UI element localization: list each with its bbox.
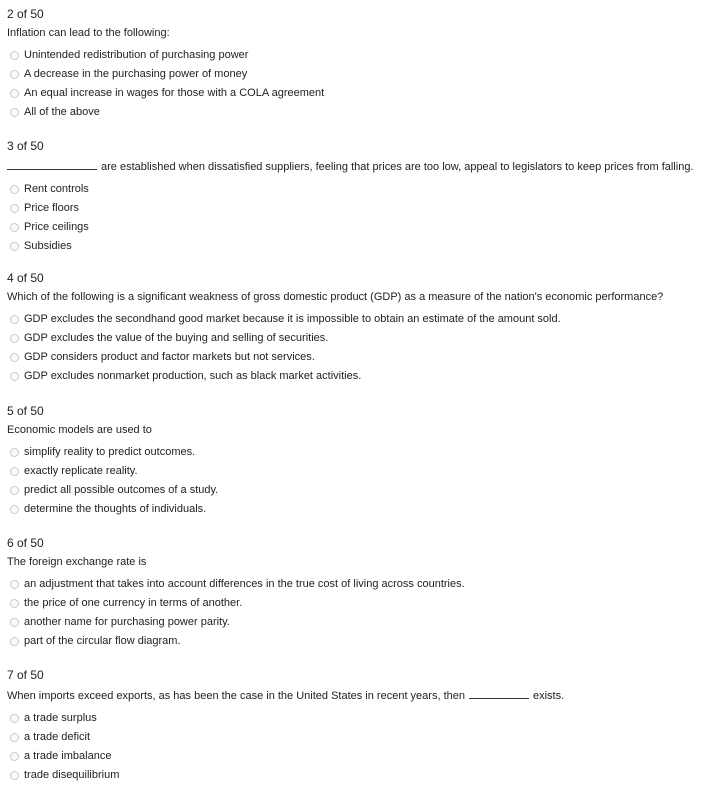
option-label: An equal increase in wages for those with a COLA agreement: [24, 87, 325, 99]
answer-option[interactable]: [10, 575, 727, 594]
radio-button[interactable]: [10, 185, 19, 194]
fill-in-blank: [7, 159, 97, 170]
question-prompt: are established when dissatisfied suppliers, feeling that prices are too low, appeal to legislators to keep prices from falling.: [101, 161, 694, 173]
question-number: 3 of 50: [7, 139, 44, 153]
option-label: Price floors: [24, 202, 80, 214]
radio-button[interactable]: [10, 467, 19, 476]
answer-options: [7, 575, 727, 651]
answer-option[interactable]: [10, 747, 727, 766]
option-label: GDP considers product and factor markets but not services.: [24, 351, 315, 363]
answer-options: [7, 443, 727, 519]
option-label: Price ceilings: [24, 221, 89, 233]
answer-option[interactable]: [10, 728, 727, 747]
answer-option[interactable]: [10, 103, 727, 122]
option-label: an adjustment that takes into account differences in the true cost of living across countries.: [24, 578, 465, 590]
option-label: a trade imbalance: [24, 750, 112, 762]
question-number: 5 of 50: [7, 404, 44, 418]
question-number: 4 of 50: [7, 271, 44, 285]
radio-button[interactable]: [10, 618, 19, 627]
option-label: another name for purchasing power parity.: [24, 616, 230, 628]
answer-option[interactable]: [10, 613, 727, 632]
question-prompt: Inflation can lead to the following:: [7, 27, 170, 39]
radio-button[interactable]: [10, 505, 19, 514]
option-label: trade disequilibrium: [24, 769, 120, 781]
option-label: exactly replicate reality.: [24, 465, 138, 477]
answer-option[interactable]: [10, 709, 727, 728]
radio-button[interactable]: [10, 204, 19, 213]
option-label: a trade surplus: [24, 712, 97, 724]
question-prompt: Which of the following is a significant weakness of gross domestic product (GDP) as a measure of the nation's economic performance?: [7, 291, 664, 303]
answer-option[interactable]: [10, 632, 727, 651]
radio-button[interactable]: [10, 580, 19, 589]
radio-button[interactable]: [10, 733, 19, 742]
question-number: 6 of 50: [7, 536, 44, 550]
radio-button[interactable]: [10, 714, 19, 723]
radio-button[interactable]: [10, 70, 19, 79]
option-label: simplify reality to predict outcomes.: [24, 446, 196, 458]
radio-button[interactable]: [10, 334, 19, 343]
answer-options: [7, 709, 727, 785]
radio-button[interactable]: [10, 599, 19, 608]
radio-button[interactable]: [10, 372, 19, 381]
question-6: [7, 536, 727, 651]
option-label: a trade deficit: [24, 731, 91, 743]
question-prompt: The foreign exchange rate is: [7, 556, 147, 568]
option-label: GDP excludes the value of the buying and selling of securities.: [24, 332, 329, 344]
answer-option[interactable]: [10, 481, 727, 500]
answer-option[interactable]: [10, 443, 727, 462]
option-label: Unintended redistribution of purchasing power: [24, 49, 249, 61]
radio-button[interactable]: [10, 89, 19, 98]
answer-option[interactable]: [10, 84, 727, 103]
option-label: Rent controls: [24, 183, 89, 195]
answer-options: [7, 46, 727, 122]
question-number: 7 of 50: [7, 668, 44, 682]
answer-option[interactable]: [10, 766, 727, 785]
option-label: predict all possible outcomes of a study.: [24, 484, 219, 496]
question-number: 2 of 50: [7, 7, 44, 21]
radio-button[interactable]: [10, 242, 19, 251]
answer-option[interactable]: [10, 237, 727, 256]
question-prompt-after: exists.: [532, 690, 565, 702]
option-label: determine the thoughts of individuals.: [24, 503, 207, 515]
question-2: [7, 7, 727, 122]
question-prompt: Economic models are used to: [7, 424, 152, 436]
question-4: [7, 271, 727, 386]
question-7: [7, 668, 727, 785]
answer-option[interactable]: [10, 199, 727, 218]
answer-options: [7, 180, 727, 256]
question-3: [7, 139, 727, 256]
answer-option[interactable]: [10, 500, 727, 519]
answer-options: [7, 310, 727, 386]
answer-option[interactable]: [10, 46, 727, 65]
radio-button[interactable]: [10, 51, 19, 60]
option-label: GDP excludes nonmarket production, such as black market activities.: [24, 370, 362, 382]
option-label: All of the above: [24, 106, 100, 118]
answer-option[interactable]: [10, 594, 727, 613]
answer-option[interactable]: [10, 310, 727, 329]
radio-button[interactable]: [10, 752, 19, 761]
answer-option[interactable]: [10, 348, 727, 367]
answer-option[interactable]: [10, 367, 727, 386]
option-label: the price of one currency in terms of another.: [24, 597, 243, 609]
radio-button[interactable]: [10, 448, 19, 457]
question-prompt-line: [7, 159, 727, 174]
question-prompt-before: When imports exceed exports, as has been the case in the United States in recent years, then: [7, 690, 465, 702]
radio-button[interactable]: [10, 486, 19, 495]
radio-button[interactable]: [10, 108, 19, 117]
radio-button[interactable]: [10, 637, 19, 646]
option-label: GDP excludes the secondhand good market because it is impossible to obtain an estimate of the amount sold.: [24, 313, 561, 325]
radio-button[interactable]: [10, 315, 19, 324]
radio-button[interactable]: [10, 353, 19, 362]
fill-in-blank: [469, 688, 529, 699]
option-label: A decrease in the purchasing power of money: [24, 68, 248, 80]
radio-button[interactable]: [10, 223, 19, 232]
radio-button[interactable]: [10, 771, 19, 780]
answer-option[interactable]: [10, 329, 727, 348]
answer-option[interactable]: [10, 462, 727, 481]
question-5: [7, 404, 727, 519]
answer-option[interactable]: [10, 180, 727, 199]
answer-option[interactable]: [10, 218, 727, 237]
option-label: Subsidies: [24, 240, 72, 252]
option-label: part of the circular flow diagram.: [24, 635, 181, 647]
question-prompt-line: [7, 688, 727, 703]
answer-option[interactable]: [10, 65, 727, 84]
